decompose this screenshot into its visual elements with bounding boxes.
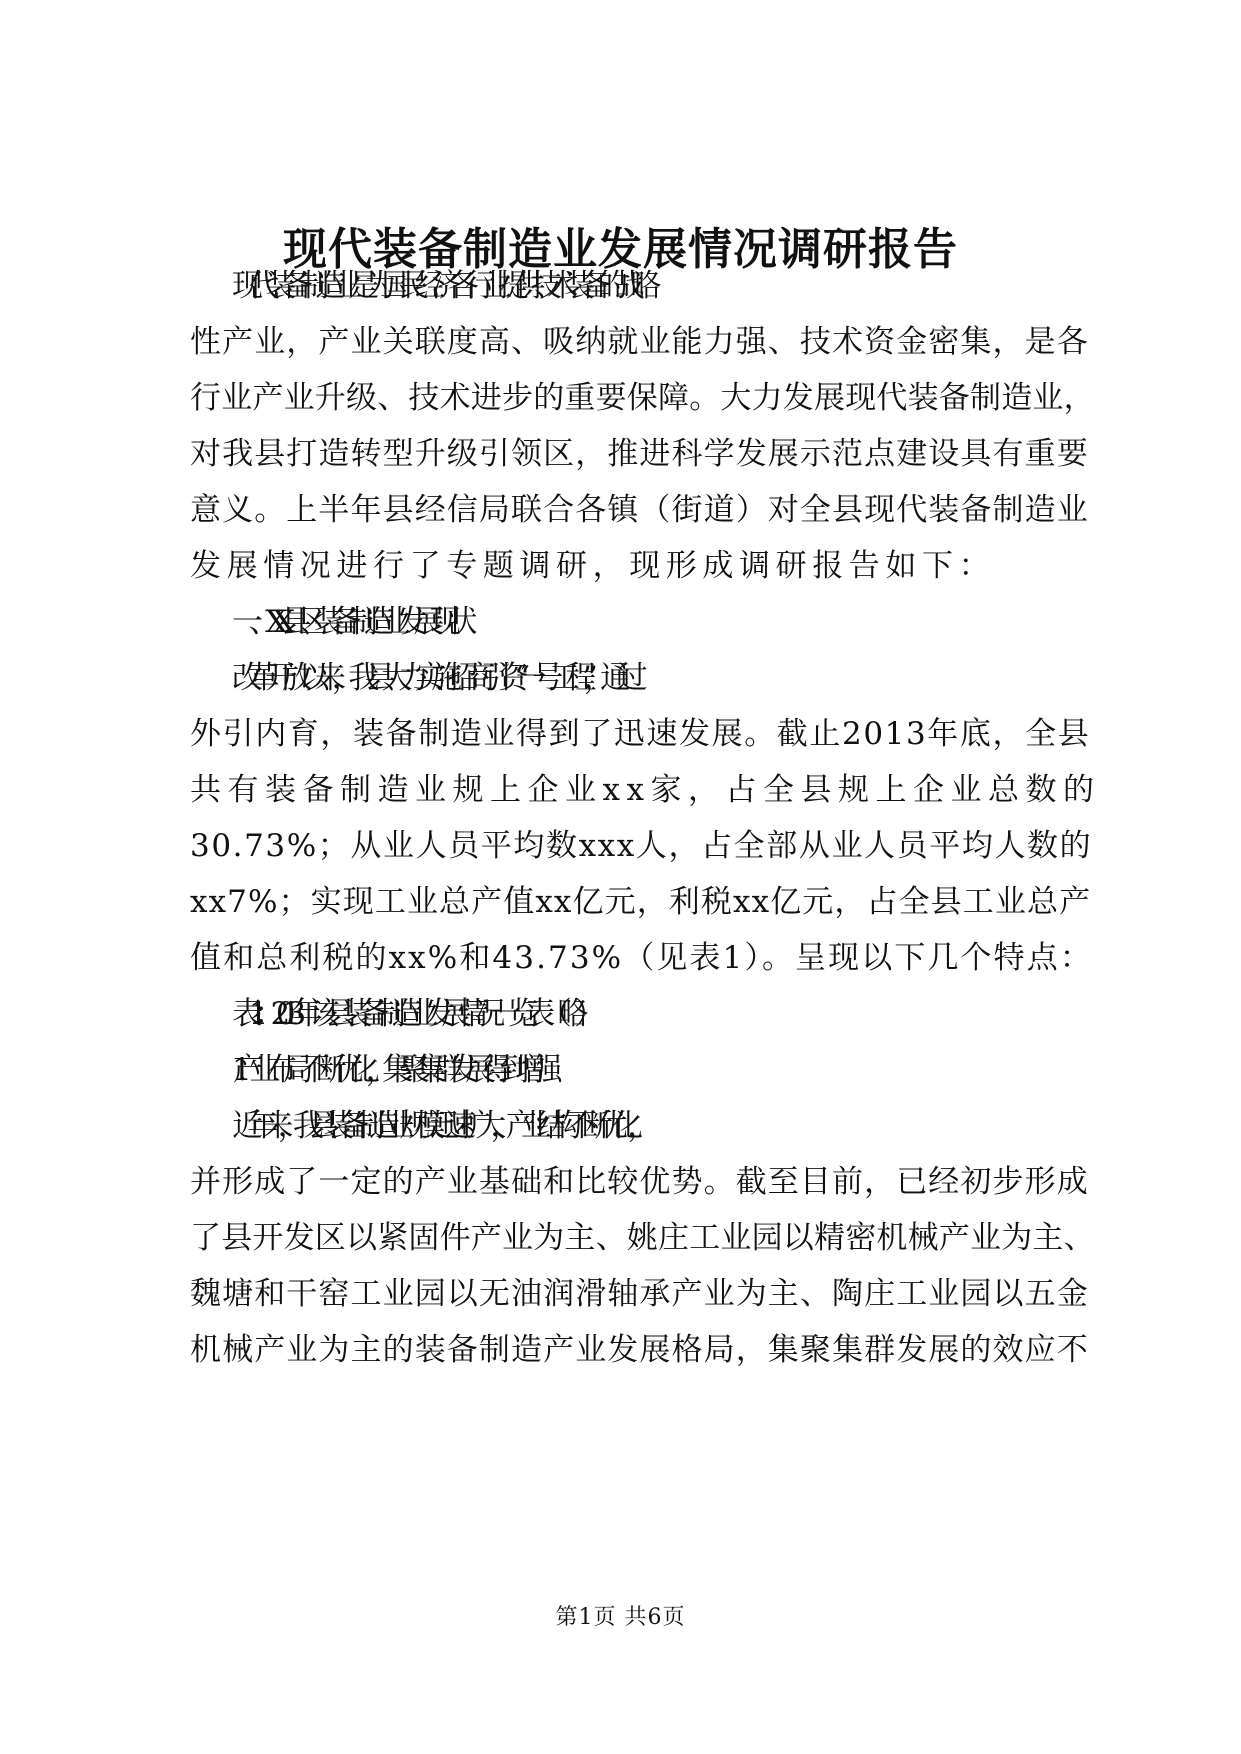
paragraph-line: 并形成了一定的产业基础和比较优势。截至目前，已经初步形成 [190, 1164, 1089, 1200]
page-title: 现代装备制造业发展情况调研报告 [283, 224, 958, 275]
paragraph-line: 30.73%；从业人员平均数xxx人，占全部从业人员平均人数的 [190, 828, 1093, 864]
paragraph-line: 意义。上半年县经信局联合各镇（街道）对全县现代装备制造业 [190, 492, 1089, 528]
paragraph-line: 外引内育，装备制造业得到了迅速发展。截止2013年底，全县 [190, 716, 1091, 752]
paragraph-line: 现代装备制造业是为国民经济各行业提供技术装备的战略 [232, 268, 647, 304]
paragraph-line: 行业产业升级、技术进步的重要保障。大力发展现代装备制造业， [190, 380, 1095, 416]
page-number-footer: 第1页 共6页 [555, 1605, 686, 1630]
paragraph-line: 机械产业为主的装备制造产业发展格局，集聚集群发展的效应不 [190, 1332, 1089, 1368]
paragraph-line: 改革开放以来，我县大力实施招商引资“一号工程”，通过 [232, 660, 634, 696]
paragraph-line: 共有装备制造业规上企业xx家，占全县规上企业总数的 [190, 772, 1101, 808]
section-heading: 一、XX县区装备制造业发展现状 [232, 604, 464, 640]
paragraph-line: 魏塘和干窑工业园以无油润滑轴承产业为主、陶庄工业园以五金 [190, 1276, 1089, 1312]
paragraph-line: 性产业，产业关联度高、吸纳就业能力强、技术资金密集，是各 [190, 324, 1089, 360]
subsection-heading: 1.产业布局不断优化，集聚集群发展得到增强 [232, 1052, 549, 1088]
paragraph-line: 近年来，我县装备制造业规模迅速扩大，产业结构不断优化， [232, 1108, 643, 1144]
table-caption: 表1：2013年该县装备制造业发展情况一览表（略） [232, 996, 591, 1032]
paragraph-line: 值和总利税的xx%和43.73%（见表1）。呈现以下几个特点： [190, 940, 1093, 976]
paragraph-line: 对我县打造转型升级引领区，推进科学发展示范点建设具有重要 [190, 436, 1089, 472]
paragraph-line: xx7%；实现工业总产值xx亿元，利税xx亿元，占全县工业总产 [190, 884, 1092, 920]
paragraph-line: 了县开发区以紧固件产业为主、姚庄工业园以精密机械产业为主、 [190, 1220, 1095, 1256]
paragraph-line: 发展情况进行了专题调研，现形成调研报告如下： [190, 548, 996, 584]
